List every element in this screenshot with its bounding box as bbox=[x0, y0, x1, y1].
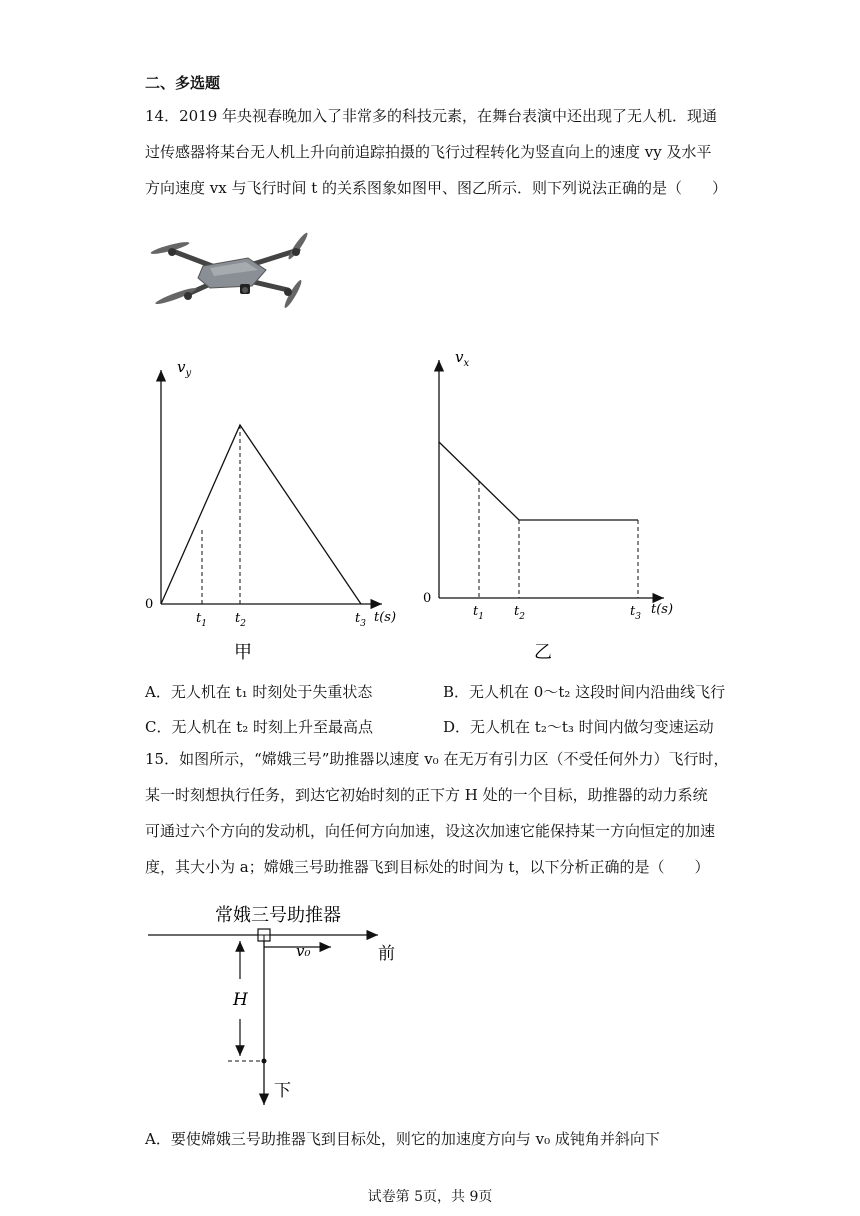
section-title: 二、多选题 bbox=[145, 74, 221, 92]
q14-line-2: 过传感器将某台无人机上升向前追踪拍摄的飞行过程转化为竖直向上的速度 vy 及水平 bbox=[145, 143, 712, 161]
question-15-stem bbox=[145, 741, 730, 885]
q14-line-3: 方向速度 vx 与飞行时间 t 的关系图象如图甲、图乙所示．则下列说法正确的是（ ） bbox=[145, 179, 728, 197]
tick-t3: $t_3$ bbox=[630, 604, 641, 622]
tick-t2: $t_2$ bbox=[514, 604, 525, 622]
H-label: H bbox=[233, 990, 248, 1010]
target-point bbox=[262, 1059, 267, 1064]
q14-line-1: 14．2019 年央视春晚加入了非常多的科技元素，在舞台表演中还出现了无人机．现通 bbox=[145, 107, 718, 125]
origin-label: 0 bbox=[145, 597, 154, 612]
tick-t1: $t_1$ bbox=[473, 604, 484, 622]
y-axis-label: $v_y$ bbox=[177, 358, 192, 379]
v0-label: v₀ bbox=[296, 942, 311, 960]
q15-line-3: 可通过六个方向的发动机，向任何方向加速，设这次加速它能保持某一方向恒定的加速 bbox=[145, 822, 716, 840]
booster-title: 常娥三号助推器 bbox=[215, 905, 341, 926]
q14-option-d[interactable]: D．无人机在 t₂～t₃ 时间内做匀变速运动 bbox=[443, 718, 714, 736]
caption-yi: 乙 bbox=[534, 642, 552, 663]
forward-label: 前 bbox=[378, 944, 395, 964]
q15-line-2: 某一时刻想执行任务，到达它初始时刻的正下方 H 处的一个目标，助推器的动力系统 bbox=[145, 786, 708, 804]
vy-line bbox=[161, 425, 361, 604]
graph-vx-t bbox=[418, 345, 688, 670]
booster-diagram bbox=[140, 895, 420, 1115]
x-axis-label: t(s) bbox=[374, 610, 397, 625]
tick-t1: $t_1$ bbox=[196, 611, 207, 629]
q15-line-1: 15．如图所示，“嫦娥三号”助推器以速度 v₀ 在无万有引力区（不受任何外力）飞行时， bbox=[145, 750, 729, 768]
question-14-stem bbox=[145, 98, 730, 206]
q14-option-b[interactable]: B．无人机在 0～t₂ 这段时间内沿曲线飞行 bbox=[443, 683, 726, 701]
tick-t2: $t_2$ bbox=[235, 611, 246, 629]
vx-line bbox=[439, 442, 638, 520]
q15-line-4: 度，其大小为 a；嫦娥三号助推器飞到目标处的时间为 t，以下分析正确的是（ ） bbox=[145, 858, 710, 876]
origin-label: 0 bbox=[423, 591, 432, 606]
tick-t3: $t_3$ bbox=[355, 611, 366, 629]
page-footer: 试卷第 5页，共 9页 bbox=[367, 1189, 493, 1205]
q14-option-a[interactable]: A．无人机在 t₁ 时刻处于失重状态 bbox=[145, 683, 373, 701]
caption-jia: 甲 bbox=[234, 642, 252, 663]
down-label: 下 bbox=[274, 1081, 291, 1101]
y-axis-label: $v_x$ bbox=[455, 348, 470, 369]
x-axis-label: t(s) bbox=[651, 602, 674, 617]
graph-vy-t bbox=[140, 350, 410, 670]
q15-option-a[interactable]: A．要使嫦娥三号助推器飞到目标处，则它的加速度方向与 v₀ 成钝角并斜向下 bbox=[145, 1130, 660, 1148]
q14-option-c[interactable]: C．无人机在 t₂ 时刻上升至最高点 bbox=[145, 718, 374, 736]
drone-image bbox=[148, 232, 313, 314]
